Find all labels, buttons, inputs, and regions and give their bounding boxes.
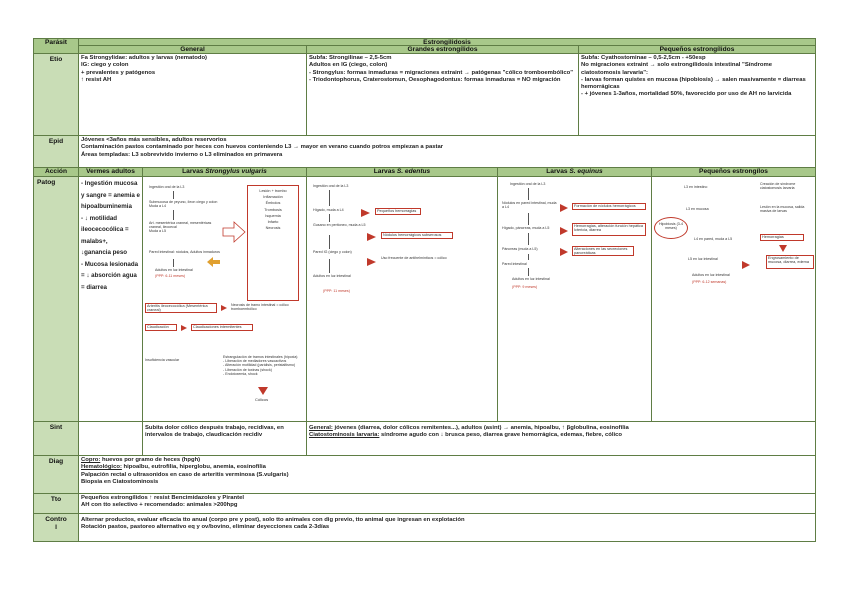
- fig-text: Creación de síndrome ciatostomosis larvaria: [760, 182, 796, 191]
- fig-text: (PPP: 11 meses): [323, 289, 350, 293]
- tto-line: AH con tto selectivo + recomendado: animales >200hpg: [81, 502, 238, 509]
- fig-text: Pared intestinal: nódulos, Adultos inmaduros: [149, 250, 220, 254]
- label-patog: Patog: [33, 177, 79, 422]
- flow-line: [528, 268, 529, 276]
- patog-line: ↓ganancia peso: [81, 249, 128, 256]
- fig-text: (PPP: 9 meses): [512, 285, 538, 289]
- epid-line: Áreas templadas: L3 sobrevivido invierno o L3 eliminados en primavera: [81, 151, 283, 158]
- fig-text: Pared IG (ciego y colon): [313, 250, 352, 254]
- hemorragias-box: Hemorragias: [760, 234, 804, 241]
- fig-text: Ingestión oral de la L3: [510, 182, 546, 186]
- flow-line: [528, 213, 529, 225]
- fig-text: L3 en mucosa: [686, 207, 709, 211]
- flow-line: [329, 190, 330, 206]
- necrosis-text: Necrosis de tramo intestinal = cólico tromboembólico: [231, 303, 289, 312]
- accion-edentus: [307, 168, 498, 177]
- hemorragias-box: Hemorragias, alteración función hepática Ictericia, diarrea: [572, 223, 646, 236]
- flow-line: [528, 254, 529, 260]
- fig-text: Adultos en luz intestinal: [155, 268, 193, 272]
- red-arrow-icon: [560, 227, 568, 235]
- fig-equinus: [498, 177, 652, 422]
- etio-general-line: + prevalentes y patógenos: [81, 69, 156, 76]
- sint-cyato-label: Ciatostominosis larvaria:: [309, 432, 380, 439]
- accion-edentus-pre: Larvas: [373, 168, 397, 175]
- label-tto: Tto: [33, 494, 79, 514]
- fig-text: Páncreas (muda a L5): [502, 247, 538, 251]
- big-arrow-icon: [222, 221, 246, 243]
- diag-label: Hematológico:: [81, 464, 122, 471]
- etio-pequenos-line: - + jóvenes 1-3años, mortalidad 50%, favorecido por uso de AH no larvicida: [581, 91, 792, 98]
- fig-text: L5 en luz intestinal: [688, 257, 718, 261]
- etio-general-line: IG: ciego y colon: [81, 62, 129, 69]
- diag-line: huevos por gramo de heces (hpgh): [100, 457, 201, 463]
- formacion-box: Formación de nódulos hemorrágicos: [572, 203, 646, 210]
- fig-text: (PPP: 6-12 semanas): [692, 280, 727, 284]
- diag-text: [79, 456, 816, 494]
- diag-line: Biopsia en Ciatostominosis: [81, 478, 159, 485]
- sint-vulgaris: Subita dolor cólico después trabajo, recidivas, en intervalos de trabajo, claudicación recidiv: [143, 422, 307, 456]
- fig-text: Hipobiosis (3-4 meses): [659, 222, 683, 231]
- etio-general-line: ↑ resist AH: [81, 76, 112, 83]
- tto-text: [79, 494, 816, 514]
- flow-line: [528, 188, 529, 200]
- etio-grandes-line: Subfa: Strongilinae – 2,5-5cm: [309, 55, 392, 61]
- sint-general-text: jóvenes (diarrea, dolor cólicos remitentes...), adultos (asint) → anemia, hipoalbu, ↑ βglobulina, eosinofilia: [332, 425, 629, 431]
- fig-text: (PPP: 6-11 meses): [155, 274, 186, 278]
- arteritis-box: Arteritis ileocecocólica (Mesentérica craneal): [145, 303, 217, 313]
- red-arrow-icon: [560, 204, 568, 212]
- flow-line: [329, 259, 330, 273]
- accion-vulgaris-pre: Larvas: [182, 168, 206, 175]
- fig-text: Lesión en la mucosa, salida masiva de larvas: [760, 205, 805, 214]
- etio-grandes-line: Adultos en IG (ciego, colon): [309, 62, 388, 69]
- accion-vermes: Vermes adultos: [79, 168, 143, 177]
- control-line: Alternar productos, evaluar eficacia tto anual (corpo pre y post), solo tto animales con dig previo, tto animal que ingresan en explotación: [81, 517, 465, 523]
- flow-line: [329, 235, 330, 249]
- diag-label: Copro:: [81, 457, 101, 463]
- fig-text: Ingestión oral de la L3: [149, 185, 185, 189]
- fig-text: Art. mesentérica craneal, mesentéricas craneal, ileocecal Muda a L5: [149, 221, 212, 234]
- fig-text: Nódulos en pared intestinal, muda a L4: [502, 201, 557, 210]
- header-parasit: Parásit: [33, 38, 79, 54]
- diag-line: hipoalbu, eutrofilia, hiperglobu, anemia, eosinofilia: [121, 464, 266, 471]
- fig-text: Pared intestinal: [502, 262, 527, 266]
- patog-line: - Mucosa lesionada = ↓ absorción agua = diarrea: [81, 260, 139, 291]
- epid-text: [79, 136, 816, 168]
- accion-pequenos: Pequeños estrongílos: [652, 168, 816, 177]
- hemorragias-box: Pequeños hemorragias: [375, 208, 421, 215]
- alteraciones-box: Alteraciones en las secreciones pancreáticas: [572, 246, 634, 256]
- header-grandes: Grandes estrongílidos: [307, 46, 579, 54]
- etio-pequenos-line: - larvas forman quistes en mucosa (hipobiosis) → salen masivamente = diarreas hemorrágicas: [581, 76, 806, 91]
- engrosamiento-box: Engrosamiento de mucosa, diarrea, edema: [766, 255, 814, 269]
- red-arrow-icon: [367, 233, 376, 241]
- colicos-text: Cólicos: [255, 397, 269, 402]
- sint-general-label: General:: [309, 425, 333, 431]
- patog-vermes: [79, 177, 143, 422]
- header-general: General: [79, 46, 307, 54]
- epid-line: Contaminación pastos contaminado por heces con huevos conteniendo L3 → mayor en verano cuando potros empiezan a pastar: [81, 144, 444, 151]
- accion-equinus-pre: Larvas: [546, 168, 570, 175]
- control-text: [79, 514, 816, 542]
- label-control: Contro l: [33, 514, 79, 542]
- fig-text: L3 en intestino: [684, 185, 708, 189]
- patog-line: - ↓ motilidad ileocecocólica = malabs+,: [81, 214, 129, 245]
- etio-pequenos: [579, 54, 816, 136]
- sint-vermes: [79, 422, 143, 456]
- flow-line: [173, 191, 174, 199]
- left-arrow-icon: [207, 257, 221, 267]
- fig-text: Insuficiencia vascular: [145, 358, 180, 362]
- label-accion: Acción: [33, 168, 79, 177]
- label-diag: Diag: [33, 456, 79, 494]
- accion-equinus-species: S. equinus: [569, 168, 603, 175]
- etio-general-line: Fa Strongylidae: adultos y larvas (nematodo): [81, 55, 208, 61]
- red-arrow-icon: [221, 305, 227, 311]
- label-etio: Etio: [33, 54, 79, 136]
- fig-edentus: [307, 177, 498, 422]
- fig-text: Adultos en luz intestinal: [692, 273, 730, 277]
- fig-text: Hígado, páncreas, muda a L5: [502, 226, 550, 230]
- flow-line: [329, 214, 330, 222]
- header-pequenos: Pequeños estrongílidos: [579, 46, 816, 54]
- down-arrow-icon: [779, 245, 787, 252]
- flow-line: [528, 233, 529, 245]
- fig-text: Submucosa de yeyuno, íleon ciego y colon Muda a L4: [149, 200, 218, 209]
- accion-vulgaris: [143, 168, 307, 177]
- claudicacion-box: Claudicación: [145, 324, 177, 331]
- header-estrongilidosis: Estrongilidosis: [79, 38, 816, 46]
- accion-equinus: [498, 168, 652, 177]
- fig-pequenos: [652, 177, 816, 422]
- fig-text: Adultos en luz intestinal: [313, 274, 351, 278]
- etio-grandes: [307, 54, 579, 136]
- epid-line: Jóvenes <3años más sensibles, adultos reservorios: [81, 137, 227, 143]
- red-arrow-icon: [560, 248, 568, 256]
- diag-line: Palpación rectal o ultrasonidos en caso de arteritis verminosa (S.vulgaris): [81, 471, 289, 478]
- red-arrow-icon: [742, 261, 750, 269]
- fig-text: Estrangulación de tramos intestinales (hipoxia) - Liberación de mediadores vasoactivos - Alteración motilidad (parálisis, peristaltismo) - Liberación de toxinas (shock) - Endotoxemia, shock: [223, 355, 298, 376]
- tto-line: Pequeños estrongílidos ↑ resist Bencimidazoles y Pirantel: [81, 495, 245, 501]
- flow-line: [173, 259, 174, 267]
- red-arrow-icon: [181, 325, 187, 331]
- red-arrow-icon: [367, 258, 376, 266]
- fig-text: L4 en pared, muda a L5: [694, 237, 733, 241]
- etio-grandes-line: - Triodontophorus, Craterostomun, Oesophagodontus: formas inmaduras = NO migración: [309, 76, 561, 83]
- nodulos-box: Nódulos hemorrágicos subserosos: [381, 232, 453, 239]
- etio-pequenos-line: No migraciones extraint → solo estrongilidosis intestinal "Síndrome ciatostomosis larvaria":: [581, 62, 773, 76]
- sint-cyato-text: síndrome agudo con ↓ brusca peso, diarrea grave hemorrágica, edemas, fiebre, cólico: [379, 432, 622, 439]
- red-arrow-icon: [361, 209, 370, 217]
- accion-edentus-species: S. edentus: [396, 168, 431, 175]
- lesion-box: Lesión + trombo Inflamación Émbolos Trombosis Isquemia Infarto Necrosis: [247, 185, 299, 301]
- fig-text: Gusano en peritoneo, muda a L5: [313, 223, 366, 227]
- label-epid: Epid: [33, 136, 79, 168]
- claudicaciones-box: Claudicaciones intermitentes: [191, 324, 253, 331]
- sint-rest: [307, 422, 816, 456]
- fig-vulgaris: [143, 177, 307, 422]
- down-arrow-icon: [258, 387, 268, 395]
- parasite-table: [33, 38, 816, 542]
- etio-grandes-line: - Strongylus: formas inmaduras = migraciones extraint → patógenas "cólico tromboembólico": [309, 69, 574, 76]
- fig-text: Adultos en luz intestinal: [512, 277, 550, 281]
- control-line: Rotación pastos, pastoreo alternativo eq y ov/bovino, eliminar deyecciones cada 2-3días: [81, 524, 330, 531]
- etio-general: [79, 54, 307, 136]
- fig-text: Ingestión oral de la L3: [313, 184, 349, 188]
- patog-line: - Ingestión mucosa y sangre = anemia e hipoalbuminemia: [81, 180, 140, 210]
- etio-pequenos-line: Subfa: Cyathostominae – 0,5-2,5cm - +50esp: [581, 55, 706, 61]
- accion-vulgaris-species: Strongylus vulgaris: [205, 168, 267, 175]
- fig-text: Hígado, muda a L4: [313, 208, 344, 212]
- label-sint: Sint: [33, 422, 79, 456]
- fig-text: Uso frecuente de antihelmínticos = cólico: [381, 256, 447, 260]
- flow-line: [173, 210, 174, 220]
